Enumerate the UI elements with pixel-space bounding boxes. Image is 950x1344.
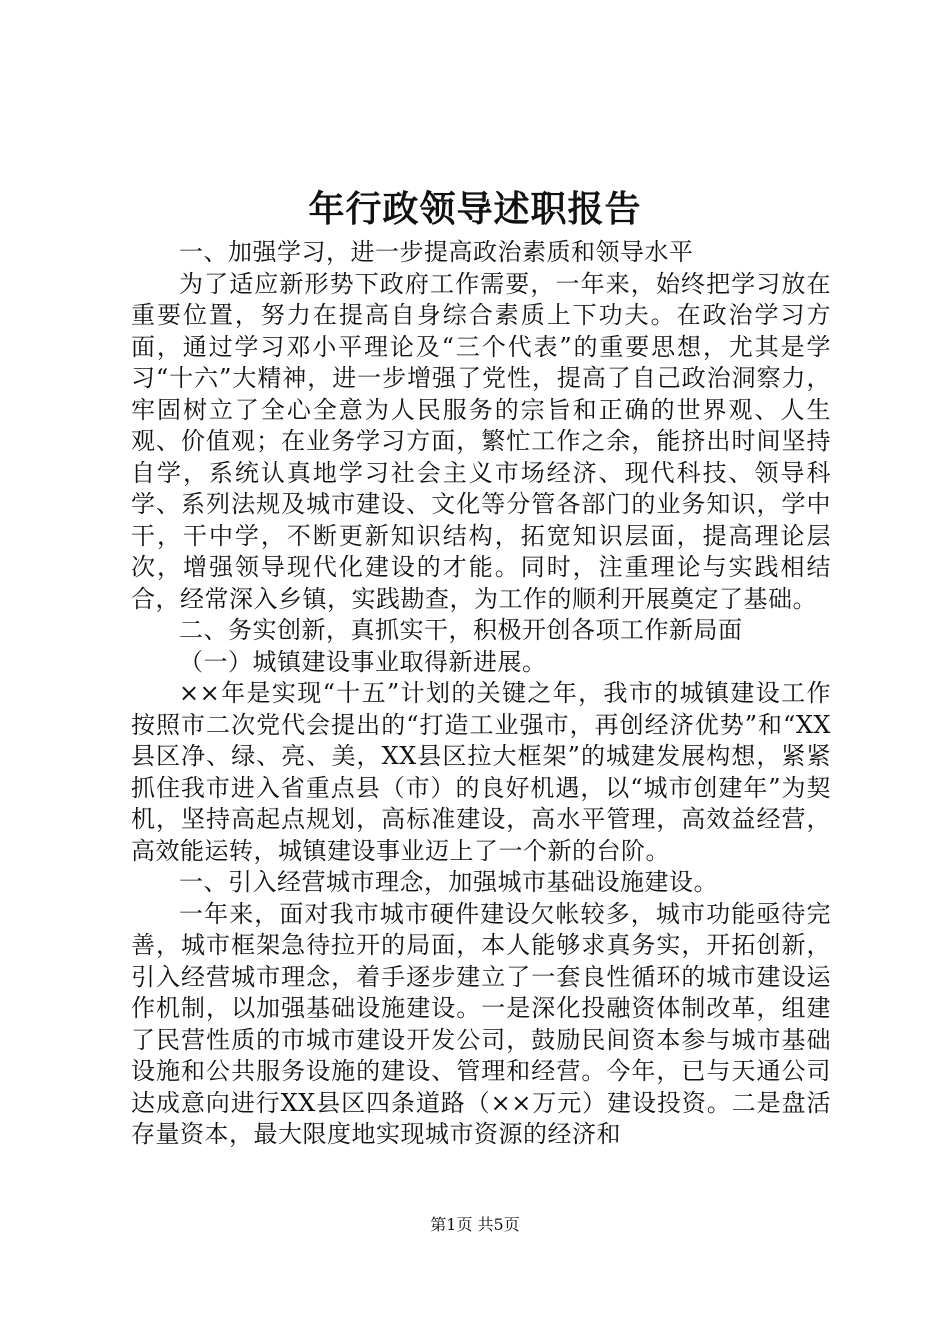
section-heading-innovation: 二、务实创新，真抓实干，积极开创各项工作新局面 <box>179 616 743 644</box>
paragraph-study: 为了适应新形势下政府工作需要，一年来，始终把学习放在重要位置，努力在提高自身综合素质上下功夫。在政治学习方面，通过学习邓小平理论及“三个代表”的重要思想，尤其是学习“十六”大精神，进一步增强了党性，提高了自己政治洞察力，牢固树立了全心全意为人民服务的宗旨和正确的世界观、人生观、价值观；在业务学习方面，繁忙工作之余，能挤出时间坚持自学，系统认真地学习社会主义市场经济、现代科技、领导科学、系列法规及城市建设、文化等分管各部门的业务知识，学中干，干中学，不断更新知识结构，拓宽知识层面，提高理论层次，增强领导现代化建设的才能。同时，注重理论与实践相结合，经常深入乡镇，实践勘查，为工作的顺利开展奠定了基础。 <box>131 269 831 613</box>
subsection-heading-urban: （一）城镇建设事业取得新进展。 <box>179 647 547 676</box>
page-footer: 第1页 共5页 <box>430 1215 520 1234</box>
document-body <box>131 237 831 1151</box>
section-heading-study: 一、加强学习，进一步提高政治素质和领导水平 <box>179 238 694 266</box>
document-title: 年行政领导述职报告 <box>308 188 642 230</box>
paragraph-city-management: 一年来，面对我市城市硬件建设欠帐较多，城市功能亟待完善，城市框架急待拉开的局面，本人能够求真务实，开拓创新，引入经营城市理念，着手逐步建立了一套良性循环的城市建设运作机制，以加强基础设施建设。一是深化投融资体制改革，组建了民营性质的市城市建设开发公司，鼓励民间资本参与城市基础设施和公共服务设施的建设、管理和经营。今年，已与天通公司达成意向进行XX县区四条道路（××万元）建设投资。二是盘活存量资本，最大限度地实现城市资源的经济和 <box>131 899 831 1148</box>
paragraph-urban-construction: ××年是实现“十五”计划的关键之年，我市的城镇建设工作按照市二次党代会提出的“打造工业强市，再创经济优势”和“XX县区净、绿、亮、美，XX县区拉大框架”的城建发展构想，紧紧抓住我市进入省重点县（市）的良好机遇，以“城市创建年”为契机，坚持高起点规划，高标准建设，高水平管理，高效益经营，高效能运转，城镇建设事业迈上了一个新的台阶。 <box>131 679 831 865</box>
section-heading-city-management: 一、引入经营城市理念，加强城市基础设施建设。 <box>179 868 718 896</box>
